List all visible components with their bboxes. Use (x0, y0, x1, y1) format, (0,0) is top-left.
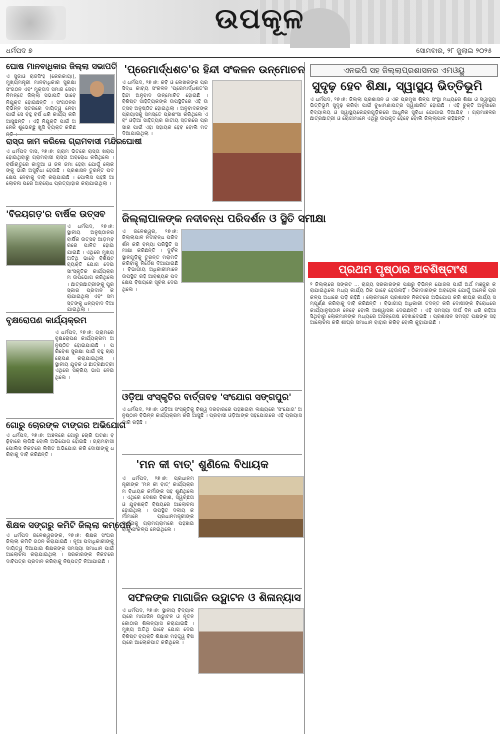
article-b5-body: ଏ ଧର୍ମପଦ, ୨୭।୭: ସ୍ଥାନୀୟ ବିଦ୍ୟାଳୟରେ ମାଗାଜିନ ଉଦ୍ଘାଟନ ଓ ନୂତନ କୋଠାର ଶିଳାନ୍ୟାସ କରାଯାଇଛି । ମୁଖ୍ୟ ଅତିଥି ଭାବେ ଯୋଗ ଦେଇ ବିଶିଷ୍ଟ ବ୍ୟକ୍ତି ଶିକ୍ଷାର ମହତ୍ତ୍ୱ ବିଷୟରେ ଆଲୋକପାତ କରିଥିଲେ । (122, 608, 194, 647)
article-b1-body: ଏ ଧର୍ମପଦ, ୨୭।୭: କବି ଓ ଲେଖକଙ୍କ ପ୍ରସିଦ୍ଧ କାବ୍ୟ ସଂକଳନ 'ପ୍ରେମାର୍ଦ୍ଧଶତ'ର ହିନ୍ଦୀ ଅନୁବାଦ ଉନ୍ମୋଚିତ ହୋଇଛି । ବିଶିଷ୍ଟ ସାହିତ୍ୟିକଙ୍କ ଉପସ୍ଥିତିରେ ଏହି ଉତ୍ସବ ଅନୁଷ୍ଠିତ ହୋଇଥିଲା । ଅନୁବାଦକଙ୍କ ପ୍ରୟାସକୁ ସମସ୍ତେ ପ୍ରଶଂସା କରିଥିଲେ ଏବଂ ଓଡ଼ିଆ ସାହିତ୍ୟର ଜାତୀୟ ସ୍ତରରେ ପ୍ରସାର ପାଇଁ ଏହା ସହାୟକ ହେବ ବୋଲି ମତ ଦିଆଯାଇଥିଲା । (122, 80, 208, 138)
article-a1-headline: ଘୋଷ ମାନବାଧିକାର ଜିଲ୍ଲା ସଭାପତି (6, 62, 117, 71)
article-a5-headline: ଗୋରୁ ଚୋରଙ୍କ ଟାଙ୍ଗର ଅଭିଯୋଗ (6, 421, 126, 431)
article-b1-headline: 'ପ୍ରେମାର୍ଦ୍ଧଶତ'ର ହିନ୍ଦୀ ସଂକଳନ ଉନ୍ମୋଚନ (124, 64, 305, 76)
article-b3-headline: ଓଡ଼ିଆ ସଂସ୍କୃତିର ବାର୍ତ୍ତାବହ 'ସଂଯୋଗ ସଙ୍ଗପୁର' (122, 393, 292, 403)
article-c1-body: ଏ ଧର୍ମପଦ, ୨୭।୭: ଜିଲ୍ଲା ପ୍ରଶାସନ ଓ ଏକ ପ୍ରମୁଖ ଶିଳ୍ପ ସଂସ୍ଥା ମଧ୍ୟରେ ଶିକ୍ଷା ଓ ସ୍ୱାସ୍ଥ୍ୟ ଭିତ୍ତିଭୂମି ସୁଦୃଢ଼ କରିବା ପାଇଁ ବୁଝାମଣାପତ୍ର ସ୍ୱାକ୍ଷରିତ ହୋଇଛି । ଏହି ଚୁକ୍ତି ଅନୁସାରେ ବିଦ୍ୟାଳୟ ଓ ସ୍ୱାସ୍ଥ୍ୟକେନ୍ଦ୍ରଗୁଡ଼ିକରେ ଆଧୁନିକ ସୁବିଧା ଯୋଗାଇ ଦିଆଯିବ । ଗ୍ରାମାଞ୍ଚଳର ଛାତ୍ରଛାତ୍ରୀ ଓ ରୋଗୀମାନେ ଏଥିରୁ ଉପକୃତ ହେବେ ବୋଲି ଜିଲ୍ଲାପାଳ କହିଛନ୍ତି । (310, 97, 496, 123)
article-c1-kicker: ଏନଇପି ସହ ଜିଲ୍ଲାପ୍ରଶାସନର ଏମଓୟୁ (310, 64, 498, 77)
article-a4-body: ଏ ଧର୍ମପଦ, ୨୭।୭: ଗ୍ରାମରେ ବୃକ୍ଷରୋପଣ କାର୍ଯ୍ୟକ୍ରମ ଅନୁଷ୍ଠିତ ହୋଇଯାଇଛି । ପରିବେଶ ସୁରକ୍ଷା ପାଇଁ ବହୁ ଚାରା ରୋପଣ କରାଯାଇଥିଲା । ସ୍ଥାନୀୟ ଯୁବକ ଓ ଛାତ୍ରଛାତ୍ରୀ ଏଥିରେ ସକ୍ରିୟ ଭାଗ ନେଇଥିଲେ । (55, 330, 114, 381)
rule (6, 134, 114, 135)
folio-line (0, 46, 500, 58)
folio-date: ସୋମବାର, ୨୮ ଜୁଲାଇ ୨୦୨୫ (416, 47, 492, 55)
folio-rule (0, 57, 500, 58)
masthead (0, 0, 500, 44)
article-c1-headline: ସୁଦୃଢ଼ ହେବ ଶିକ୍ଷା, ସ୍ୱାସ୍ଥ୍ୟ ଭିତ୍ତିଭୂମି (312, 79, 483, 93)
article-b3-body: ଏ ଧର୍ମପଦ, ୨୭।୭: ଓଡ଼ିଆ ସଂସ୍କୃତିକୁ ବିଶ୍ୱ ଦରବାରରେ ପହଞ୍ଚାଇବା ଲକ୍ଷ୍ୟରେ 'ସଂଯୋଗ' ଅନୁଷ୍ଠାନ ବିଭିନ୍ନ କାର୍ଯ୍ୟକ୍ରମ କରି ଆସୁଛି । ପ୍ରବାସୀ ଓଡ଼ିଆଙ୍କ ସହଯୋଗରେ ଏହି ପ୍ରୟାସ ଜାରି ରହିଛି । (122, 407, 302, 426)
rule (6, 206, 114, 207)
article-a6-body: ଏ ଧର୍ମପଦ ଜଳେଶ୍ୱରଙ୍କ, ୨୭।୭: ଶିକ୍ଷକ ସଂଘର ଜିଲ୍ଲା କମିଟି ଗଠନ କରାଯାଇଛି । ନୂଆ ପଦାଧିକାରୀଙ୍କୁ ଦାୟିତ୍ୱ ଦିଆଯାଇ ଶିକ୍ଷକଙ୍କ ସମସ୍ୟା ସମାଧାନ ପାଇଁ ଆଲୋଚନା କରାଯାଇଥିଲା । ସରକାରଙ୍କ ନିକଟରେ ଦାବିପତ୍ର ପ୍ରଦାନ କରିବାକୁ ନିଷ୍ପତ୍ତି ନିଆଯାଇଛି । (6, 533, 114, 565)
article-b4-body: ଏ ଧର୍ମପଦ, ୨୭।୭: ପ୍ରଧାନମନ୍ତ୍ରୀଙ୍କ 'ମନ କୀ ବାତ୍' କାର୍ଯ୍ୟକ୍ରମ ବିଧାୟକ କର୍ମୀଙ୍କ ସହ ଶୁଣିଥିଲେ । ଏଥିରେ ଦେଶର ବିକାଶ, ସ୍ୱଚ୍ଛତା ଓ ଯୁବଶକ୍ତି ବିଷୟରେ ଆଲୋଚନା ହୋଇଥିଲା । ଉପସ୍ଥିତ ଦଳୀୟ କର୍ମୀମାନେ ପ୍ରଧାନମନ୍ତ୍ରୀଙ୍କ ବାର୍ତ୍ତାକୁ ଗ୍ରାମଗ୍ରାମରେ ପହଞ୍ଚାଇବାକୁ ସଂକଳ୍ପ ନେଇଥିଲେ । (122, 476, 194, 534)
masthead-title: ଉପକୂଳ (215, 2, 305, 35)
article-a3-body: ଏ ଧର୍ମପଦ, ୨୭।୭: ସ୍ଥାନୀୟ ଅନୁଷ୍ଠାନର ବାର୍ଷିକ ଉତ୍ସବ ଆଡ଼ମ୍ବରରେ ପାଳିତ ହୋଇଯାଇଛି । ଏଥିରେ ମୁଖ୍ୟ ଅତିଥି ଭାବେ ବିଶିଷ୍ଟ ବ୍ୟକ୍ତି ଯୋଗ ଦେଇ ସାଂସ୍କୃତିକ କାର୍ଯ୍ୟକ୍ରମ ଉପଭୋଗ କରିଥିଲେ । ଛାତ୍ରଛାତ୍ରୀଙ୍କୁ ପୁରସ୍କାର ପ୍ରଦାନ କରାଯାଇଥିଲା ଏବଂ ସମସ୍ତଙ୍କୁ ଧନ୍ୟବାଦ ଦିଆଯାଇଥିଲା । (67, 224, 114, 314)
article-a3-headline: 'ବିଜୟଗଡ଼'ର ବାର୍ଷିକ ଉତ୍ସବ (6, 210, 106, 220)
article-a5-body: ଏ ଧର୍ମପଦ, ୨୭।୭: ଅଞ୍ଚଳରେ ଗୋରୁ ଚୋରି ଘଟଣା ବଢ଼ିବାରେ ଲାଗିଛି ବୋଲି ଅଭିଯୋଗ ହୋଇଛି । ଗ୍ରାମବାସୀ ପୋଲିସ ନିକଟରେ ଲିଖିତ ଅଭିଯୋଗ କରି ଦୋଷୀଙ୍କୁ ଧରିବାକୁ ଦାବି କରିଛନ୍ତି । (6, 433, 114, 459)
rule (122, 390, 302, 391)
continuation-body: ୨ ଜିଲ୍ଲାରେ ସଙ୍କଟ ... ରାଜ୍ୟ ସରକାରଙ୍କ ପକ୍ଷରୁ ବିଭିନ୍ନ ଯୋଜନା ପାଇଁ ଅର୍ଥ ମଞ୍ଜୁର କରାଯାଇଥିଲେ ମଧ୍ୟ କାର୍ଯ୍ୟ ଠିକ ଭାବେ ହେଉନାହିଁ । ଠିକାଦାରଙ୍କ ଅବହେଳା ଯୋଗୁଁ ଅନେକ ପ୍ରକଳ୍ପ ଅଧାରେ ପଡ଼ି ରହିଛି । ଲୋକମାନେ ପ୍ରଶାସନ ନିକଟରେ ଅଭିଯୋଗ କରି ଶୀଘ୍ର କାର୍ଯ୍ୟ ସମ୍ପୂର୍ଣ୍ଣ କରିବାକୁ ଦାବି କରିଛନ୍ତି । ବିଭାଗୀୟ ଅଧିକାରୀ ତଦନ୍ତ କରି ଦୋଷୀଙ୍କ ବିରୋଧରେ କାର୍ଯ୍ୟାନୁଷ୍ଠାନ ନେବେ ବୋଲି ଆଶ୍ୱାସନା ଦେଇଛନ୍ତି । ଏହି ସମସ୍ୟା ଦୀର୍ଘ ଦିନ ଧରି ରହିଆସିଥିବାରୁ ଲୋକମାନଙ୍କ ମଧ୍ୟରେ ଅସନ୍ତୋଷ ଦେଖାଦେଇଛି । ପ୍ରଶାସନ ସମସ୍ତ ପକ୍ଷଙ୍କ ସହ ଆଲୋଚନା କରି ଶୀଘ୍ର ସମାଧାନ ବାହାର କରିବ ବୋଲି କୁହାଯାଇଛି । (310, 282, 496, 327)
rule (6, 312, 114, 313)
portrait-photo (79, 74, 115, 124)
column-rule-1 (116, 62, 117, 734)
column-rule-2 (304, 62, 305, 734)
continuation-banner: ପ୍ରଥମ ପୃଷ୍ଠାର ଅବଶିଷ୍ଟାଂଶ (308, 262, 498, 278)
article-a1-body: ଏ ସୁଜାଓ ରାଜସିଂହ (କେରକାୟା), ମୁଖ୍ୟମନ୍ତ୍ରୀ ମାନବାଧିକାର ସୁରକ୍ଷା ସଂଗଠନ ଏବଂ ମୁକ୍ତାଦ ସମାଜ ସେବା ନିମନ୍ତେ ଜିଲ୍ଲା ସଭାପତି ଭାବେ ନିଯୁକ୍ତ ହୋଇଛନ୍ତି । ସଂଗଠନର ବିଭିନ୍ନ ସ୍ତରରେ ଦାୟିତ୍ୱ ନେବା ପାଇଁ ସେ ବହୁ ବର୍ଷ ଧରି କାର୍ଯ୍ୟ କରି ଆସୁଛନ୍ତି । ଏହି ନିଯୁକ୍ତି ପାଇଁ ଅନେକ ଶୁଭେଚ୍ଛୁ ଖୁସି ବ୍ୟକ୍ତ କରିଛନ୍ତି । (6, 74, 76, 138)
folio-left: ଧର୍ମପଦ ୭ (6, 47, 33, 55)
rule (6, 418, 114, 419)
article-b4-headline: 'ମନ କୀ ବାତ୍' ଶୁଣିଲେ ବିଧାୟକ (136, 458, 269, 471)
article-b2-body: ଏ ଜଳେଶ୍ୱର, ୨୭।୭: ଜିଲ୍ଲାପାଳ ନଦୀବନ୍ଧ ପରିଦର୍ଶନ କରି ବନ୍ୟା ପରିସ୍ଥିତି ସମୀକ୍ଷା କରିଛନ୍ତି । ଦୁର୍ବଳ ସ୍ଥାନଗୁଡ଼ିକୁ ତୁରନ୍ତ ମରାମତି କରିବାକୁ ନିର୍ଦ୍ଦେଶ ଦିଆଯାଇଛି । ବିଭାଗୀୟ ଅଧିକାରୀମାନେ ଉପସ୍ଥିତ ରହି ଆବଶ୍ୟକ ପଦକ୍ଷେପ ବିଷୟରେ ସୂଚନା ଦେଇଥିଲେ । (122, 229, 178, 293)
mann-ki-baat-photo (198, 476, 304, 538)
event-photo (6, 224, 66, 266)
article-b5-headline: ସଫଳଙ୍କ ମାଗାଜିନ ଉଦ୍ଘାଟନ ଓ ଶିଳାନ୍ୟାସ (128, 592, 301, 604)
river-embankment-photo (181, 229, 304, 283)
article-a2-body: ଏ ଧର୍ମପଦ ଦାସ, ୨୭।୭: ଗ୍ରାମ ଭିତରେ ରାସ୍ତା ଖରାପ ହୋଇଥିବାରୁ ଗ୍ରାମବାସୀ ରାସ୍ତା ଅବରୋଧ କରିଥିଲେ । ବର୍ଷାଋତୁରେ କାଦୁଆ ଓ ଜଳ ଜମା ହେବା ଯୋଗୁଁ ଲୋକଙ୍କୁ ଭାରି ଅସୁବିଧା ହେଉଛି । ପ୍ରଶାସନ ତୁରନ୍ତ ପଦକ୍ଷେପ ନେବାକୁ ଦାବି କରାଯାଇଛି । ପୋଲିସ ପହଞ୍ଚି ଆଲୋଚନା ପରେ ଅବରୋଧ ପ୍ରତ୍ୟାହାର କରାଯାଇଥିଲା । (6, 149, 114, 188)
rule (122, 454, 302, 455)
masthead-emblem-icon (6, 6, 66, 40)
article-a2-headline: ରାସ୍ତା ଜାମ କରିଲେ ଗ୍ରାମବାସୀ ମନ୍ଦିରଘୋଷୀ (6, 137, 142, 146)
tree-plantation-photo (6, 340, 54, 394)
article-a4-headline: ବୃକ୍ଷରୋପଣ କାର୍ଯ୍ୟକ୍ରମ (6, 316, 87, 326)
magazine-launch-photo (198, 608, 304, 674)
rule (122, 210, 302, 211)
rule (6, 518, 114, 519)
article-b2-headline: ଜିଲ୍ଲାପାଳଙ୍କ ନଦୀବନ୍ଧ ପରିଦର୍ଶନ ଓ ସ୍ଥିତି ସମୀକ୍ଷା (122, 213, 326, 225)
rule (122, 588, 302, 589)
book-launch-photo (212, 80, 302, 202)
article-a6-headline: ଶିକ୍ଷକ ସଙ୍ଗରୁ କମିଟି ଜିଲ୍ଲା କମ୍ପେନ୍ (6, 521, 132, 531)
